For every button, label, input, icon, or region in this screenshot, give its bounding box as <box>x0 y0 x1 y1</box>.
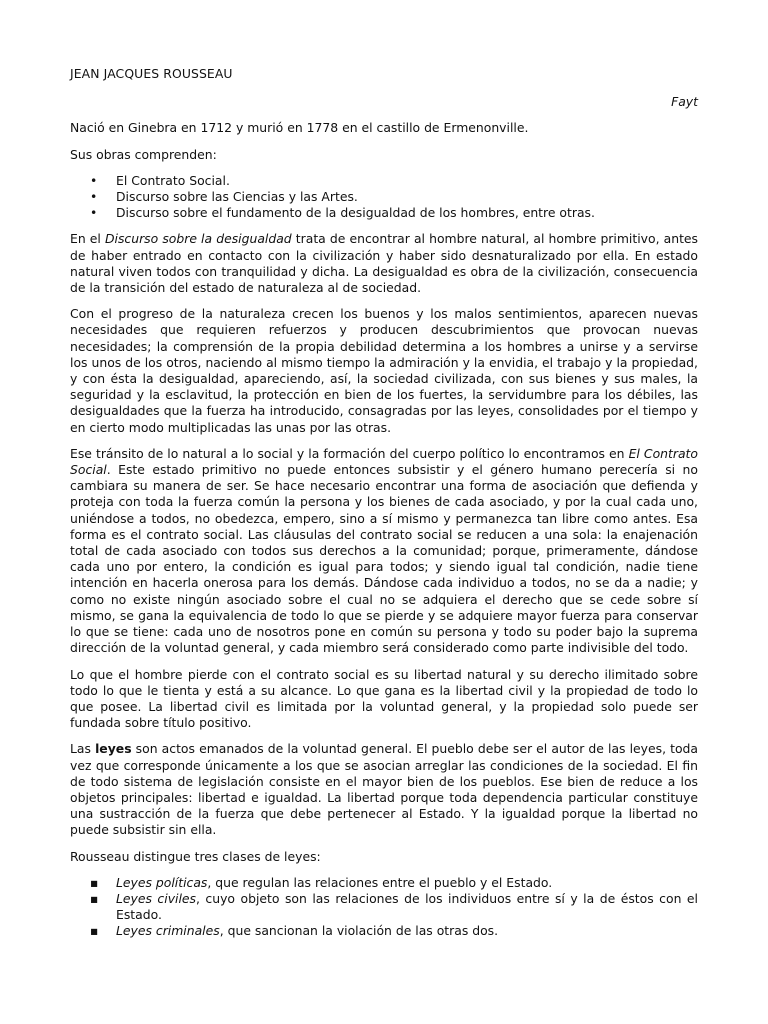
bold-term-leyes: leyes <box>95 741 132 757</box>
law-description: , que regulan las relaciones entre el pueblo y el Estado. <box>207 874 553 890</box>
text-run: . Este estado primitivo no puede entonces subsistir y el género humano perecería si no cambiara su manera de ser. Se hace necesario encontrar una forma de asociación que defienda y proteja con toda la fuerza común la persona y los bienes de cada asociado, y por la cual cada uno, uniéndose a todos, no obedezca, empero, sino a sí mismo y permanezca tan libre como antes. Esa forma es el contrato social. Las cláusulas del contrato social se reducen a una sola: la enajenación total de cada asociado con todos sus derechos a la comunidad; porque, primeramente, dándose cada uno por entero, la condición es igual para todos; y siendo igual tal condición, nadie tiene intención en hacerla onerosa para los demás. Dándose cada individuo a todos, no se da a nadie; y como no existe ningún asociado sobre el cual no se adquiera el derecho que se cede sobre sí mismo, se gana la equivalencia de todo lo que se pierde y se adquiere mayor fuerza para conservar lo que se tiene: cada uno de nosotros pone en común su persona y todo su poder bajo la suprema dirección de la voluntad general, y cada miembro será considerado como parte indivisible del todo. <box>70 462 698 656</box>
text-run: En el <box>70 231 105 247</box>
list-item <box>116 891 698 923</box>
text-run: Las <box>70 741 96 757</box>
list-item: • Discurso sobre las Ciencias y las Artes. <box>116 189 698 205</box>
list-item: • El Contrato Social. <box>116 173 698 189</box>
paragraph-libertad: Lo que el hombre pierde con el contrato social es su libertad natural y su derecho ilimitado sobre todo lo que le tienta y está a su alcance. Lo que gana es la libertad civil y la propiedad de todo lo que posee. La libertad civil es limitada por la voluntad general, y la propiedad solo puede ser fundada sobre título positivo. <box>70 666 698 731</box>
paragraph-contrato <box>70 446 698 657</box>
law-type: Leyes civiles <box>116 890 196 906</box>
law-type: Leyes criminales <box>116 923 220 939</box>
paragraph-birth: Nació en Ginebra en 1712 y murió en 1778 en el castillo de Ermenonville. <box>70 120 529 136</box>
paragraph-works-intro: Sus obras comprenden: <box>70 146 217 162</box>
italic-title-discurso: Discurso sobre la desigualdad <box>104 231 292 247</box>
list-item <box>116 923 698 939</box>
law-description: , que sancionan la violación de las otras dos. <box>219 923 499 939</box>
author-name: Fayt <box>671 94 698 110</box>
text-run: Ese tránsito de lo natural a lo social y la formación del cuerpo político lo encontramos en <box>70 445 629 461</box>
italic-title-contrato: El Contrato Social <box>70 445 698 478</box>
law-type: Leyes políticas <box>116 874 208 890</box>
document-page <box>70 66 698 950</box>
law-description: , cuyo objeto son las relaciones de los individuos entre sí y la de éstos con el Estado. <box>116 890 698 923</box>
document-title: JEAN JACQUES ROUSSEAU <box>70 66 233 81</box>
list-item <box>116 875 698 891</box>
paragraph-clases-intro: Rousseau distingue tres clases de leyes: <box>70 848 321 864</box>
paragraph-leyes <box>70 741 698 838</box>
list-item: • Discurso sobre el fundamento de la desigualdad de los hombres, entre otras. <box>116 205 698 221</box>
paragraph-discurso <box>70 231 698 296</box>
paragraph-progreso: Con el progreso de la naturaleza crecen los buenos y los malos sentimientos, aparecen nuevas necesidades que requieren refuerzos y producen descubrimientos que provocan nuevas necesidades; la comprensión de la propia debilidad determina a los hombres a unirse y a servirse los unos de los otros, naciendo al mismo tiempo la admiración y la envidia, el trabajo y la propiedad, y con ésta la desigualdad, apareciendo, así, la sociedad civilizada, con sus bienes y sus males, la seguridad y la esclavitud, la protección en bien de los fuertes, la servidumbre para los débiles, las desigualdades que la fuerza ha introducido, consagradas por las leyes, consolidades por el tiempo y en cierto modo multiplicadas las unas por las otras. <box>70 306 698 435</box>
laws-list <box>70 875 698 940</box>
works-list <box>70 173 698 222</box>
text-run: trata de encontrar al hombre natural, al hombre primitivo, antes de haber entrado en contacto con la civilización y haber sido desnaturalizado por ella. En estado natural viven todos con tranquilidad y dicha. La desigualdad es obra de la civilización, consecuencia de la transición del estado de naturaleza al de sociedad. <box>70 231 699 296</box>
text-run: son actos emanados de la voluntad general. El pueblo debe ser el autor de las leyes, toda vez que corresponde únicamente a los que se asocian arreglar las condiciones de la sociedad. El fin de todo sistema de legislación consiste en el mayor bien de los pueblos. Ese bien de reduce a los objetos principales: libertad e igualdad. La libertad porque toda dependencia particular constituye una sustracción de la fuerza que debe pertenecer al Estado. Y la igualdad porque la libertad no puede subsistir sin ella. <box>70 741 699 838</box>
